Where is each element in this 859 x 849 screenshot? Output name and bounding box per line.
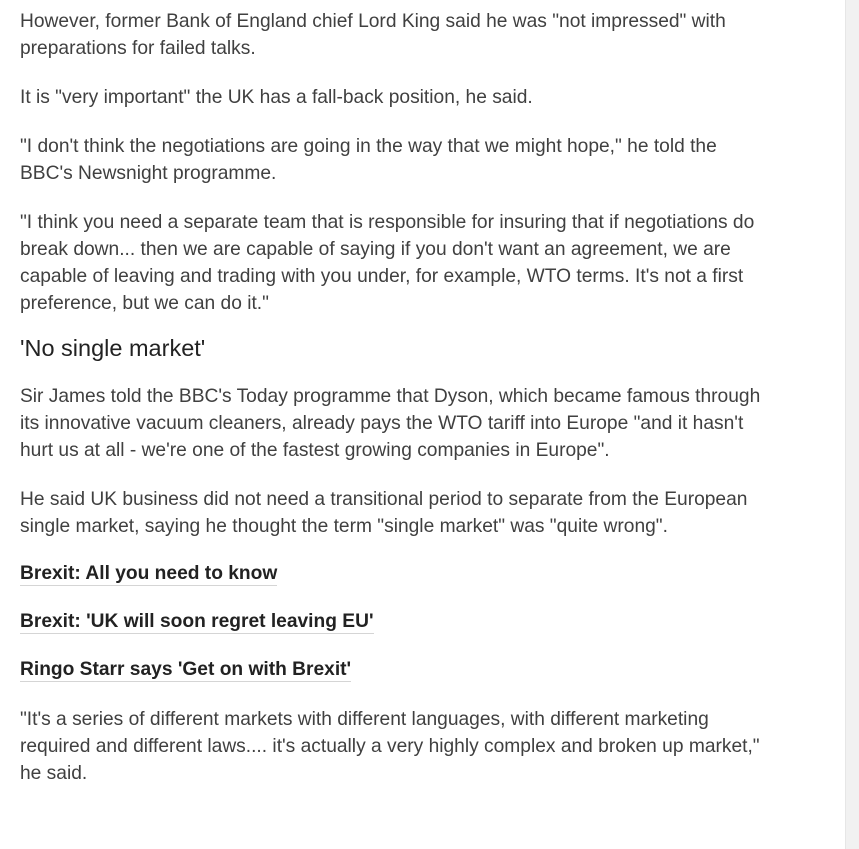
related-link-item bbox=[20, 608, 765, 636]
related-link-item bbox=[20, 560, 765, 588]
paragraph: "I think you need a separate team that is responsible for insuring that if negotiations do break down... then we are capable of saying if you don't want an agreement, we are capable of leaving and trading with you under, for example, WTO terms. It's not a first preference, but we can do it." bbox=[20, 212, 755, 314]
paragraph: It is "very important" the UK has a fall-back position, he said. bbox=[20, 87, 533, 108]
paragraph: However, former Bank of England chief Lord King said he was "not impressed" with preparations for failed talks. bbox=[20, 11, 726, 59]
related-link-uk-regret-leaving[interactable]: Brexit: 'UK will soon regret leaving EU' bbox=[20, 611, 374, 632]
section-subheading: 'No single market' bbox=[20, 335, 206, 361]
related-link-brexit-need-to-know[interactable]: Brexit: All you need to know bbox=[20, 563, 278, 584]
article-body bbox=[20, 8, 765, 809]
related-link-item bbox=[20, 656, 765, 684]
paragraph: Sir James told the BBC's Today programme that Dyson, which became famous through its innovative vacuum cleaners, already pays the WTO tariff into Europe "and it hasn't hurt us at all - we're one of the fastest growing companies in Europe". bbox=[20, 386, 761, 461]
related-link-ringo-starr[interactable]: Ringo Starr says 'Get on with Brexit' bbox=[20, 659, 352, 680]
paragraph: "It's a series of different markets with different languages, with different marketing required and different laws.... it's actually a very highly complex and broken up market," he said. bbox=[20, 709, 760, 784]
paragraph: "I don't think the negotiations are going in the way that we might hope," he told the BBC's Newsnight programme. bbox=[20, 136, 717, 184]
vertical-scrollbar[interactable] bbox=[845, 0, 859, 849]
paragraph: He said UK business did not need a transitional period to separate from the European single market, saying he thought the term "single market" was "quite wrong". bbox=[20, 489, 748, 537]
